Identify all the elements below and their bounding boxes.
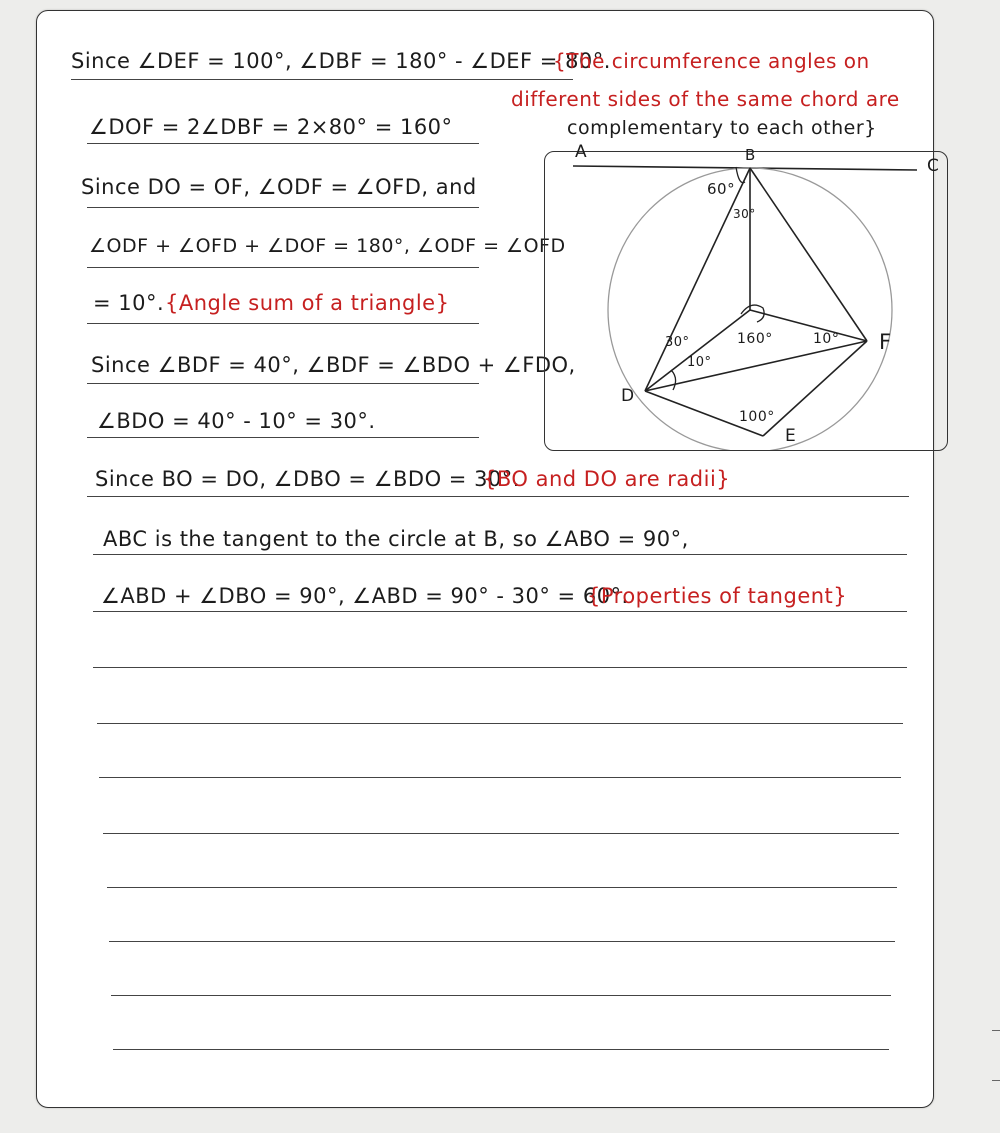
reason-text: {The circumference angles on xyxy=(553,49,870,73)
reason-line-8 xyxy=(483,469,730,490)
reason-text: {Properties of tangent} xyxy=(587,584,848,608)
solution-text: ∠ABD + ∠DBO = 90°, ∠ABD = 90° - 30° = 60°. xyxy=(101,584,629,608)
angle-label-abd: 60° xyxy=(707,180,736,198)
ruled-line xyxy=(87,143,479,144)
label-point-d: D xyxy=(621,386,635,406)
ruled-line xyxy=(87,383,479,384)
label-point-e: E xyxy=(785,426,797,446)
ruled-line xyxy=(93,667,907,668)
angle-label-odf: 10° xyxy=(687,355,712,370)
reason-text: {Angle sum of a triangle} xyxy=(165,291,450,315)
ruled-line xyxy=(107,887,897,888)
ruled-line xyxy=(71,79,573,80)
angle-label-ofd: 10° xyxy=(813,331,840,347)
ruled-line xyxy=(93,554,907,555)
angle-label-dbo: 30° xyxy=(733,207,756,221)
solution-text: ∠BDO = 40° - 10° = 30°. xyxy=(97,409,376,433)
label-point-a: A xyxy=(575,142,588,162)
angle-label-bdo: 30° xyxy=(665,335,690,350)
notebook-page xyxy=(36,10,940,1108)
solution-line-2 xyxy=(89,117,453,138)
figure-box xyxy=(544,142,948,451)
solution-line-10 xyxy=(101,586,629,607)
solution-text: Since DO = OF, ∠ODF = ∠OFD, and xyxy=(81,175,477,199)
solution-line-6 xyxy=(91,355,576,376)
solution-text: ∠DOF = 2∠DBF = 2×80° = 160° xyxy=(89,115,453,139)
segment-ef xyxy=(763,341,867,436)
edge-mark xyxy=(992,1080,1000,1081)
reason-line-1b xyxy=(511,89,900,109)
geometry-figure xyxy=(545,152,947,450)
angle-label-def: 100° xyxy=(739,409,775,425)
ruled-line xyxy=(93,611,907,612)
reason-line-2b xyxy=(567,119,877,138)
ruled-line xyxy=(87,323,479,324)
label-point-c: C xyxy=(927,156,940,176)
ruled-line xyxy=(99,777,901,778)
label-point-b: B xyxy=(745,146,756,164)
ruled-line xyxy=(103,833,899,834)
solution-line-9 xyxy=(103,529,689,550)
ruled-line xyxy=(87,207,479,208)
solution-line-1 xyxy=(71,51,611,72)
edge-mark xyxy=(992,1030,1000,1031)
solution-text: = 10°. xyxy=(93,291,165,315)
reason-text: complementary to each other} xyxy=(567,117,877,139)
ruled-line xyxy=(87,496,909,497)
ruled-line xyxy=(97,723,903,724)
angle-arc-bdo xyxy=(671,370,676,390)
label-point-f: F xyxy=(879,330,892,354)
solution-text: Since ∠BDF = 40°, ∠BDF = ∠BDO + ∠FDO, xyxy=(91,353,576,377)
solution-line-8 xyxy=(95,469,520,490)
reason-text: different sides of the same chord are xyxy=(511,87,900,111)
solution-text: ABC is the tangent to the circle at B, so ∠ABO = 90°, xyxy=(103,527,689,551)
ruled-line xyxy=(87,267,479,268)
reason-line-5 xyxy=(165,293,449,314)
solution-text: ∠ODF + ∠OFD + ∠DOF = 180°, ∠ODF = ∠OFD xyxy=(89,235,566,257)
reason-line-10 xyxy=(587,586,847,607)
ruled-line xyxy=(111,995,891,996)
solution-line-3 xyxy=(81,177,477,198)
angle-label-dof: 160° xyxy=(737,331,773,347)
ruled-line xyxy=(87,437,479,438)
solution-line-5 xyxy=(93,293,164,314)
solution-text: Since ∠DEF = 100°, ∠DBF = 180° - ∠DEF = 80°. xyxy=(71,49,611,73)
reason-line-1 xyxy=(553,51,870,71)
solution-line-7 xyxy=(97,411,376,432)
solution-text: Since BO = DO, ∠DBO = ∠BDO = 30°. xyxy=(95,467,520,491)
ruled-line xyxy=(113,1049,889,1050)
ruled-line xyxy=(109,941,895,942)
solution-line-4 xyxy=(89,237,566,256)
reason-text: {BO and DO are radii} xyxy=(483,467,731,491)
